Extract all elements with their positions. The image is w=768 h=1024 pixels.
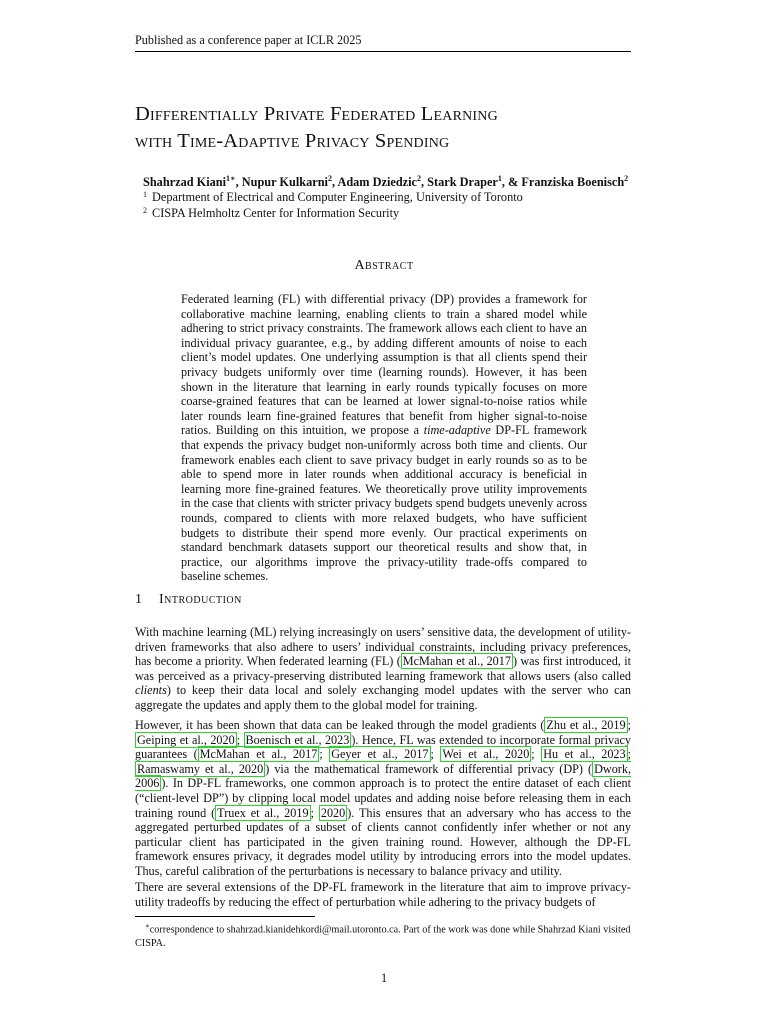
author-affiliation-mark: 2 — [327, 174, 332, 183]
footnote-mark: ∗ — [145, 922, 150, 930]
affiliation-number: 1 — [143, 190, 147, 199]
author-affiliation-mark: 2 — [417, 174, 422, 183]
footnote-divider — [135, 916, 315, 917]
author-affiliation-mark: 1∗ — [226, 174, 236, 183]
citation-link[interactable]: Geyer et al., 2017 — [331, 747, 429, 762]
author-affiliation-mark: 1 — [497, 174, 502, 183]
citation-link[interactable]: Dwork, 2006 — [135, 761, 632, 791]
section-number: 1 — [135, 592, 143, 607]
footnote-text: correspondence to shahrzad.kianidehkordi@mail.utoronto.ca. Part of the work was done while Shahrzad Kiani visited CISPA. — [135, 924, 631, 950]
section-heading-introduction — [135, 591, 631, 609]
page-number: 1 — [380, 971, 388, 985]
citation-link[interactable]: Zhu et al., 2019 — [546, 718, 626, 732]
emphasis: time-adaptive — [423, 423, 491, 438]
section-title: Introduction — [159, 592, 242, 607]
author-name: Nupur Kulkarni — [241, 175, 328, 189]
author-name: Shahrzad Kiani — [143, 175, 227, 189]
author-name: Stark Draper — [427, 175, 498, 189]
citation-link[interactable]: Ramaswamy et al., 2020 — [137, 761, 264, 776]
running-header: Published as a conference paper at ICLR 2025 — [135, 32, 631, 52]
citation-link[interactable]: Geiping et al., 2020 — [137, 732, 235, 747]
intro-paragraph-2: However, it has been shown that data can be leaked through the model gradients ( Zhu et al., 2019 ; Geiping et al., 2020 ; Boenisch et al., 2023 ). Hence, FL was extended to incorporate formal privacy guarantees ( McMahan et al., 2017 ; Geyer et al., 2017 ; Wei et al., 2020 ; Hu et al., 2023 ; Ramaswamy et al., 2020 ) via the mathematical framework of differential privacy (DP) ( Dwork, 2006 ). In DP-FL frameworks, one common approach is to protect the entire dataset of each client (“client-level DP”) by clipping local model updates and adding noise before releasing them in each training round ( Truex et al., 2019 ; 2020 ). This ensures that an adversary who has access to the aggregated perturbed updates of a subset of clients cannot confidently infer whether or not any particular client has participated in the given training round. However, although the DP-FL framework ensures privacy, it degrades model utility by introducing errors into the model updates. Thus, careful calibration of the perturbations is necessary to balance privacy and utility. — [135, 718, 632, 878]
affiliation-1 — [143, 189, 633, 205]
intro-paragraph-1: With machine learning (ML) relying increasingly on users’ sensitive data, the development of utility-driven frameworks that also adhere to users’ individual constraints, including privacy preferences, has become a priority. When federated learning (FL) ( McMahan et al., 2017 ) was first introduced, it was perceived as a privacy-preserving distributed learning framework that allows users (also called clients) to keep their data local and solely exchanging model updates with the server who can aggregate the updates and apply them to the global model for training. — [135, 625, 631, 712]
affiliation-number: 2 — [143, 206, 147, 215]
title-line-2: with Time-Adaptive Privacy Spending — [135, 130, 450, 152]
paper-title — [135, 101, 635, 155]
citation-link[interactable]: Hu et al., 2023 — [543, 747, 626, 762]
abstract-body: Federated learning (FL) with differential privacy (DP) provides a framework for collaborative machine learning, enabling clients to train a shared model while adhering to strict privacy constraints. The framework allows each client to have an individual privacy guarantee, e.g., by adding different amounts of noise to each client’s model updates. One underlying assumption is that all clients spend their privacy budgets uniformly over time (learning rounds). However, it has been shown in the literature that learning in early rounds typically focuses on more coarse-grained features that can be learned at lower signal-to-noise ratios while later rounds learn fine-grained features that benefit from higher signal-to-noise ratios. Building on this intuition, we propose a time-adaptive DP-FL framework that expends the privacy budget non-uniformly across both time and clients. Our framework enables each client to save privacy budget in early rounds so as to be able to spend more in later rounds when additional accuracy is beneficial in learning more fine-grained features. We theoretically prove utility improvements in the case that clients with stricter privacy budgets spend budgets unevenly across rounds, compared to clients with more relaxed budgets, who have sufficient budgets to distribute their spend more evenly. Our practical experiments on standard benchmark datasets support our theoretical results and show that, in practice, our algorithms improve the privacy-utility trade-offs compared to baseline schemes. — [181, 292, 587, 584]
abstract-heading: Abstract — [354, 258, 414, 273]
title-line-1: Differentially Private Federated Learning — [135, 103, 498, 125]
affiliation-text: CISPA Helmholtz Center for Information Security — [152, 206, 400, 220]
affiliation-text: Department of Electrical and Computer Engineering, University of Toronto — [152, 190, 523, 204]
citation-link[interactable]: Wei et al., 2020 — [442, 747, 530, 762]
citation-link[interactable]: McMahan et al., 2017 — [199, 747, 318, 762]
citation-link[interactable]: 2020 — [320, 805, 346, 820]
author-name: Adam Dziedzic — [337, 175, 418, 189]
author-name: Franziska Boenisch — [521, 175, 625, 189]
citation-link[interactable]: McMahan et al., 2017 — [402, 654, 511, 669]
footnote — [135, 919, 631, 951]
intro-paragraph-3: There are several extensions of the DP-FL framework in the literature that aim to improve privacy-utility tradeoffs by reducing the effect of perturbation while adhering to the privacy budgets of — [135, 880, 631, 909]
author-list: Shahrzad Kiani$^{1∗}$, Nupur Kulkarni$^2$, Adam Dziedzic$^2$, Stark Draper$^1$, & Franziska Boenisch$^2$ — [143, 174, 629, 189]
citation-link[interactable]: Truex et al., 2019 — [217, 805, 309, 820]
emphasis: clients — [135, 683, 167, 698]
citation-link[interactable]: Boenisch et al., 2023 — [245, 732, 350, 747]
affiliation-2 — [143, 205, 633, 221]
author-affiliation-mark: 2 — [624, 174, 629, 183]
